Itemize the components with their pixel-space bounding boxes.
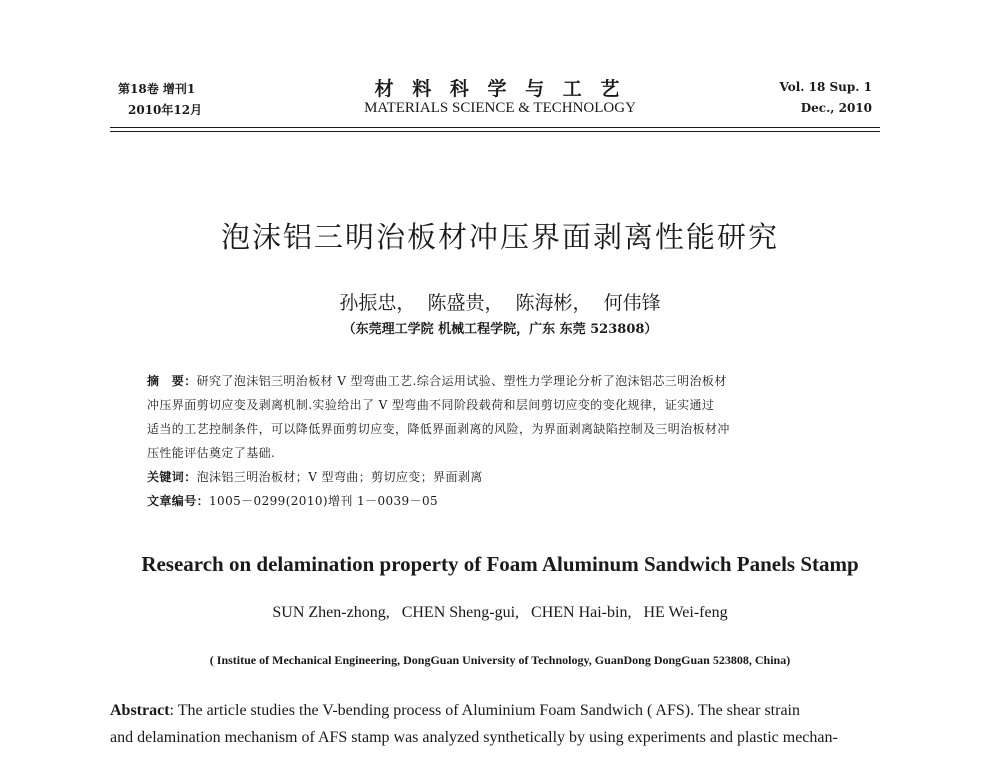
abstract-cn-text-1: 研究了泡沫铝三明治板材 V 型弯曲工艺.综合运用试验、塑性力学理论分析了泡沫铝芯三明治板材 bbox=[196, 374, 727, 388]
affiliation-cn: （东莞理工学院 机械工程学院，广东 东莞 523808） bbox=[342, 322, 658, 337]
article-number-text: 1005－0299(2010)增刊 1－0039－05 bbox=[209, 494, 439, 508]
abstract-cn-line-1 bbox=[147, 372, 727, 389]
keywords-cn bbox=[147, 468, 483, 485]
volume-issue-en: Vol. 18 Sup. 1 bbox=[779, 80, 872, 94]
abstract-cn-label: 摘 要： bbox=[147, 374, 197, 388]
abstract-cn-line-4: 压性能评估奠定了基础. bbox=[147, 446, 276, 460]
abstract-en-text-1: : The article studies the V-bending process of Aluminium Foam Sandwich ( AFS). The shear strain bbox=[169, 702, 800, 719]
paper-title-cn: 泡沫铝三明治板材冲压界面剥离性能研究 bbox=[220, 220, 779, 254]
keywords-cn-text: 泡沫铝三明治板材；V 型弯曲；剪切应变；界面剥离 bbox=[196, 470, 483, 484]
volume-issue-cn: 第18卷 增刊1 bbox=[118, 82, 196, 96]
authors-cn: 孙振忠， 陈盛贵， 陈海彬， 何伟锋 bbox=[339, 292, 661, 314]
article-number bbox=[147, 492, 438, 509]
abstract-cn-line-3: 适当的工艺控制条件，可以降低界面剪切应变，降低界面剥离的风险，为界面剥离缺陷控制及三明治板材冲 bbox=[147, 422, 730, 436]
journal-title-cn: 材 料 科 学 与 工 艺 bbox=[374, 78, 626, 100]
header-rule-bottom bbox=[110, 131, 880, 132]
abstract-cn-line-2: 冲压界面剪切应变及剥离机制.实验给出了 V 型弯曲不同阶段载荷和层间剪切应变的变化规律，证实通过 bbox=[147, 398, 715, 412]
authors-en: SUN Zhen-zhong, CHEN Sheng-gui, CHEN Hai-bin, HE Wei-feng bbox=[272, 604, 728, 621]
abstract-en-line-2: and delamination mechanism of AFS stamp was analyzed synthetically by using experiments and plastic mechan- bbox=[110, 729, 838, 746]
keywords-cn-label: 关键词： bbox=[147, 470, 197, 484]
article-number-label: 文章编号： bbox=[147, 494, 210, 508]
abstract-en-line-1 bbox=[110, 702, 880, 720]
journal-title-en: MATERIALS SCIENCE & TECHNOLOGY bbox=[364, 100, 636, 116]
date-cn: 2010年12月 bbox=[128, 103, 203, 117]
affiliation-en: ( Institue of Mechanical Engineering, DongGuan University of Technology, GuanDong DongGuan 523808, China) bbox=[209, 653, 791, 667]
paper-title-en: Research on delamination property of Foam Aluminum Sandwich Panels Stamp bbox=[141, 552, 859, 576]
header-rule-top bbox=[110, 127, 880, 128]
date-en: Dec., 2010 bbox=[800, 101, 872, 115]
abstract-en-label: Abstract bbox=[110, 702, 170, 719]
